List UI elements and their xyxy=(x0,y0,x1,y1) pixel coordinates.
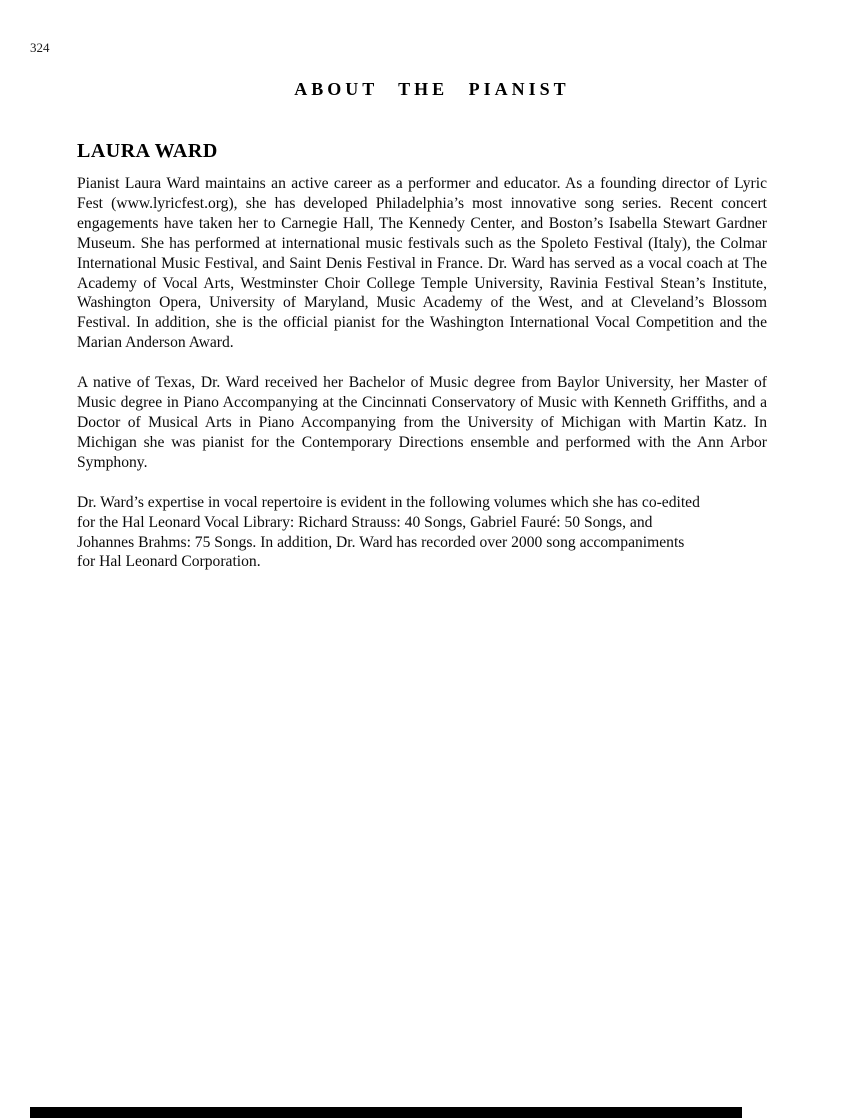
page-title: ABOUT THE PIANIST xyxy=(294,79,570,99)
bio-paragraph-3: Dr. Ward’s expertise in vocal repertoire is evident in the following volumes which she has co-edited for the Hal Leonard Vocal Library: Richard Strauss: 40 Songs, Gabriel Fauré: 50 Songs, and Johannes Brahms: 75 Songs. In addition, Dr. Ward has recorded over 2000 song accompaniments for Hal Leonard Corporation. xyxy=(77,493,700,571)
bio-heading: LAURA WARD xyxy=(77,140,218,162)
bio-section xyxy=(77,140,767,592)
page-bottom-bar xyxy=(30,1107,742,1118)
page-number: 324 xyxy=(30,40,50,55)
bio-paragraph-1: Pianist Laura Ward maintains an active career as a performer and educator. As a founding director of Lyric Fest (www.lyricfest.org), she has developed Philadelphia’s most innovative song series. Recent concert engagements have taken her to Carnegie Hall, The Kennedy Center, and Boston’s Isabella Stewart Gardner Museum. She has performed at international music festivals such as the Spoleto Festival (Italy), the Colmar International Music Festival, and Saint Denis Festival in France. Dr. Ward has served as a vocal coach at The Academy of Vocal Arts, Westminster Choir College Temple University, Ravinia Festival Stean’s Institute, Washington Opera, University of Maryland, Music Academy of the West, and at Cleveland’s Blossom Festival. In addition, she is the official pianist for the Washington International Vocal Competition and the Marian Anderson Award. xyxy=(77,175,767,352)
bio-paragraph-2: A native of Texas, Dr. Ward received her Bachelor of Music degree from Baylor University, her Master of Music degree in Piano Accompanying at the Cincinnati Conservatory of Music with Kenneth Griffiths, and a Doctor of Musical Arts in Piano Accompanying from the University of Michigan with Martin Katz. In Michigan she was pianist for the Contemporary Directions ensemble and performed with the Ann Arbor Symphony. xyxy=(77,374,767,471)
